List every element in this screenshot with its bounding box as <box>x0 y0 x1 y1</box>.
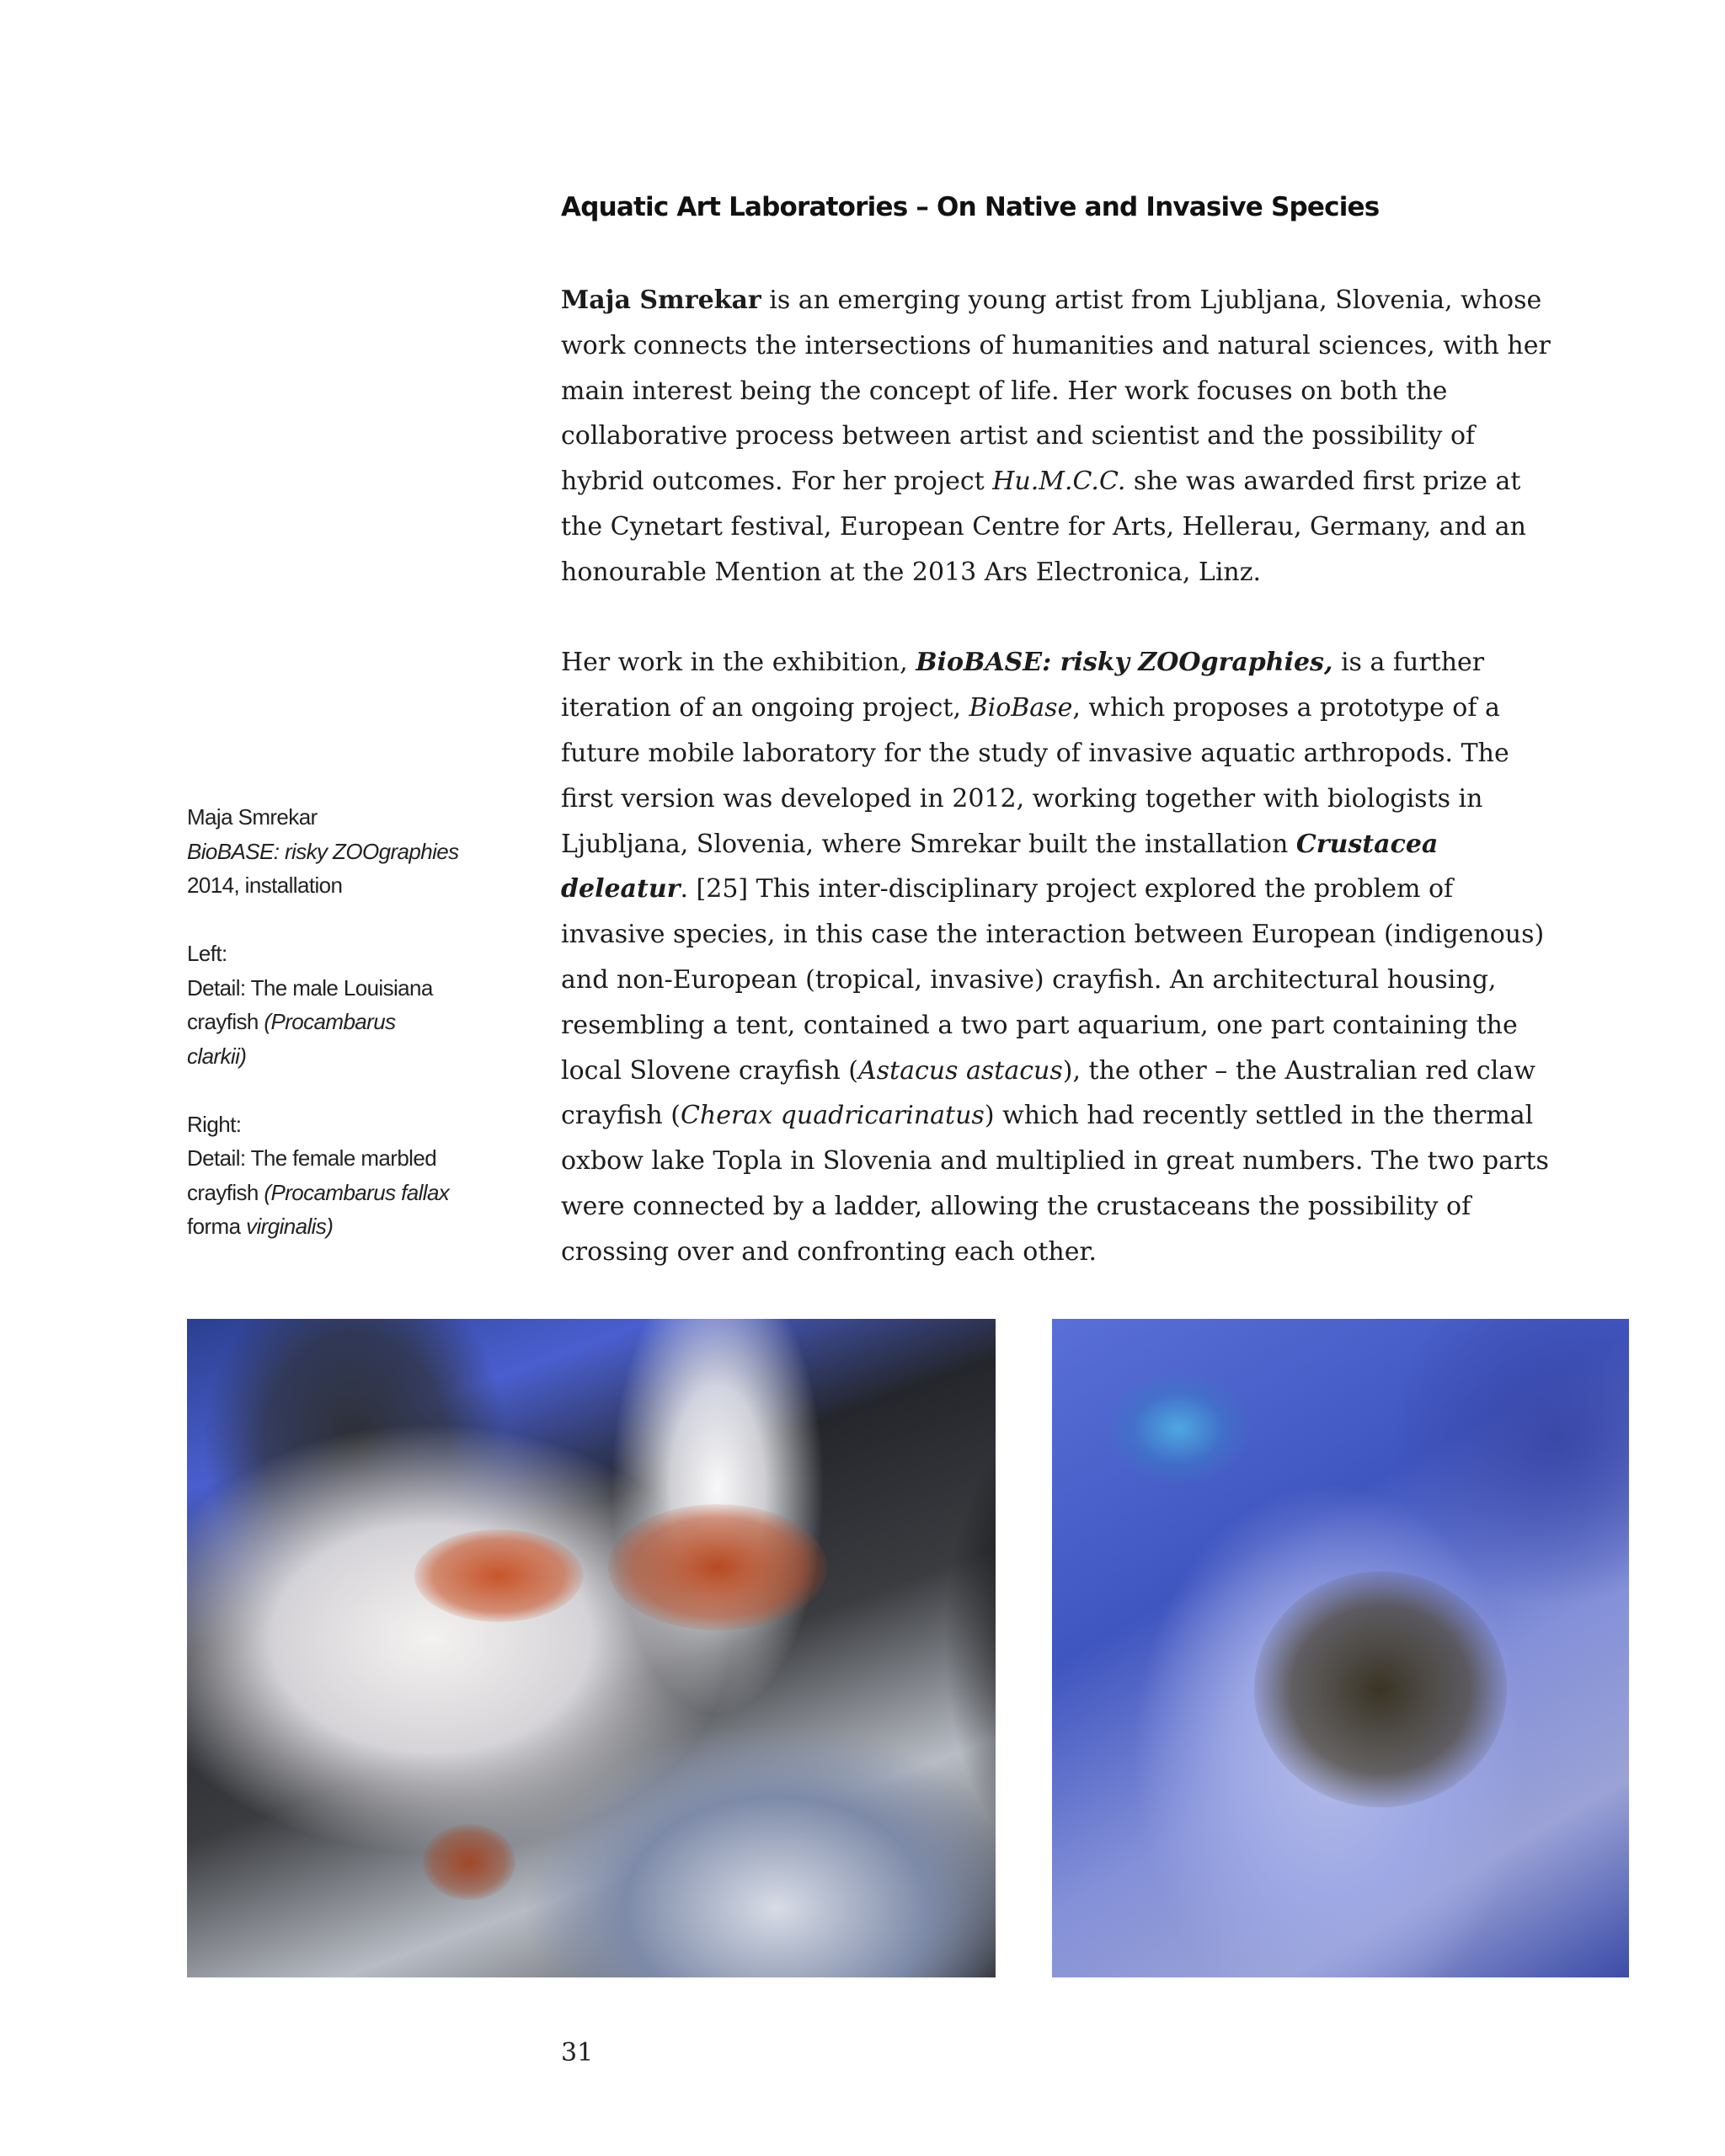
caption-year-medium: 2014, installation <box>187 873 343 898</box>
text-run: ), the other – the Australian red claw crayfish ( <box>561 1055 1535 1131</box>
text-run: crayfish <box>187 1009 264 1034</box>
body-text <box>561 278 1555 1275</box>
page-number: 31 <box>561 2038 594 2068</box>
species-name: Cherax quadricarinatus <box>680 1101 985 1131</box>
text-run: forma <box>187 1214 247 1239</box>
crayfish-figure <box>1254 1572 1507 1807</box>
species-name: (Procambarus fallax <box>264 1179 450 1205</box>
caption-left-line <box>187 1005 478 1039</box>
crayfish-figure <box>414 1529 583 1622</box>
caption-right-line: Detail: The female marbled <box>187 1145 437 1171</box>
caption-left-line: Detail: The male Louisiana <box>187 974 433 1001</box>
project-title: BioBase <box>969 693 1073 723</box>
text-run: she was awarded first prize at the Cynetart festival, European Centre for Arts, Hellerau, Germany, and an honourable Mention at the 2013 Ars Electronica, Linz. <box>561 467 1526 587</box>
species-name: clarkii) <box>187 1043 247 1069</box>
caption-left-label: Left: <box>187 941 227 966</box>
caption-spacer <box>187 903 478 937</box>
caption-spacer <box>187 1073 478 1107</box>
text-run: , which proposes a prototype of a future mobile laboratory for the study of invasive aquatic arthropods. The first version was developed in 2012, working together with biologists in Ljubljana, Slovenia, where Smrekar built the installation <box>561 693 1509 859</box>
photo-female-marbled-crayfish <box>1052 1319 1629 1977</box>
caption-right-line <box>187 1209 478 1244</box>
project-title: Hu.M.C.C. <box>992 467 1126 497</box>
text-run: . [25] This inter-disciplinary project explored the problem of invasive species, in this case the interaction between European (indigenous) and non-European (tropical, invasive) crayfish. An architectural housing, resembling a tent, contained a two part aquarium, one part containing the local Slovene crayfish ( <box>561 874 1545 1086</box>
crayfish-figure <box>423 1824 515 1900</box>
caption-left-line <box>187 1039 478 1074</box>
paragraph-exhibition <box>561 640 1555 1274</box>
species-name: Astacus astacus <box>857 1055 1063 1086</box>
caption-right-label: Right: <box>187 1111 242 1137</box>
exhibition-title: BioBASE: risky ZOOgraphies, <box>916 648 1333 678</box>
species-name: virginalis) <box>246 1214 334 1239</box>
section-heading: Aquatic Art Laboratories – On Native and Invasive Species <box>561 192 1380 222</box>
caption-title <box>187 835 478 869</box>
installation-title: Crustacea deleatur <box>561 829 1439 905</box>
photo-male-louisiana-crayfish <box>187 1319 996 1977</box>
caption-artist: Maja Smrekar <box>187 804 318 830</box>
crayfish-figure <box>608 1504 827 1630</box>
text-run: ) which had recently settled in the thermal oxbow lake Topla in Slovenia and multiplied in great numbers. The two parts were connected by a ladder, allowing the crustaceans the possibility of crossing over and confronting each other. <box>561 1101 1549 1267</box>
paragraph-artist-bio <box>561 278 1555 595</box>
artist-name: Maja Smrekar <box>561 286 761 315</box>
text-run: crayfish <box>187 1179 264 1205</box>
species-name: (Procambarus <box>264 1009 396 1034</box>
caption-right-line <box>187 1176 478 1210</box>
text-run: is a further iteration of an ongoing project, <box>561 648 1485 723</box>
figure-caption <box>187 800 478 1244</box>
text-run: Her work in the exhibition, <box>561 648 916 678</box>
caption-title-text: BioBASE: risky ZOOgraphies <box>187 838 459 864</box>
text-run: is an emerging young artist from Ljubljana, Slovenia, whose work connects the intersections of humanities and natural sciences, with her main interest being the concept of life. Her work focuses on both the collaborative process between artist and scientist and the possibility of hybrid outcomes. For her project <box>561 286 1551 497</box>
